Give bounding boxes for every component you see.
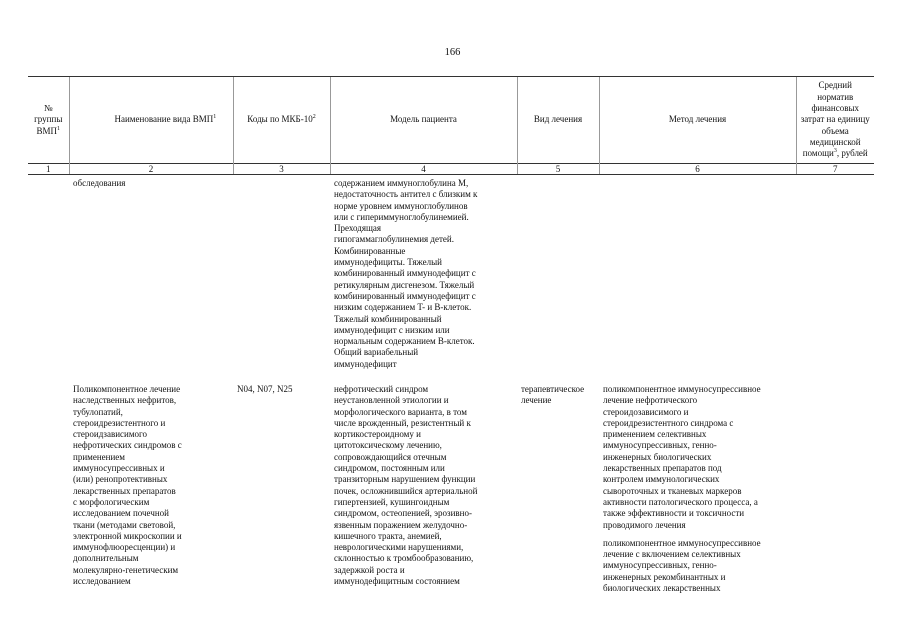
- column-number: 7: [796, 164, 874, 175]
- column-number: 3: [233, 164, 330, 175]
- treatment-type-cell: [517, 175, 599, 382]
- column-number-row: [28, 164, 874, 175]
- header-vmp-name: Наименование вида ВМП$^1$: [69, 77, 233, 164]
- group-number-cell: [28, 381, 69, 595]
- vmp-name-cell: обследования: [73, 178, 126, 188]
- table-row: [28, 381, 874, 595]
- icd-codes-cell: [233, 175, 330, 382]
- header-average-cost: Средний норматив финансовых затрат на единицу объема медицинской помощи$^3$, рублей: [796, 77, 874, 164]
- table-row: [28, 175, 874, 382]
- column-number: 6: [599, 164, 796, 175]
- column-number: 1: [28, 164, 69, 175]
- icd-codes-cell: N04, N07, N25: [237, 384, 293, 394]
- table-header-row: [28, 77, 874, 164]
- header-group-number: № группы ВМП$^1$: [28, 77, 69, 164]
- treatment-method-text: поликомпонентное иммуносупрессивное лечение с включением селективных иммуносупрессивных, генно- инженерных рекомбинантных и биологических лекарственных: [603, 537, 761, 594]
- patient-model-cell: нефротический синдром неустановленной этиологии и морфологического варианта, в том числе врожденный, резистентный к кортикостероидному и цитотоксическому лечению, сопровождающийся отечным синдромом, постоянным или транзиторным нарушением функции почек, осложнившийся артериальной гипертензией, кушингоидным синдромом, остеопенией, эрозивно- язвенным поражением желудочно- кишечного тракта, анемией, неврологическими нарушениями, склонностью к тромбообразованию, задержкой роста и иммунодефицитным состоянием: [334, 384, 478, 587]
- vmp-name-cell: Поликомпонентное лечение наследственных нефритов, тубулопатий, стероидрезистентного и стероидзависимого нефротических синдромов с применением иммуносупрессивных и (или) ренопротективных лекарственных препаратов с морфологическим исследованием почечной ткани (методами световой, электронной микроскопии и иммунофлюоресценции) и дополнительным молекулярно-генетическим исследованием: [73, 384, 182, 587]
- column-number: 2: [69, 164, 233, 175]
- average-cost-cell: [796, 175, 874, 382]
- header-treatment-method: Метод лечения: [599, 77, 796, 164]
- header-icd-codes: Коды по МКБ-$10^2$: [233, 77, 330, 164]
- group-number-cell: [28, 175, 69, 382]
- page-number: 166: [444, 47, 461, 58]
- column-number: 4: [330, 164, 517, 175]
- treatment-method-cell: [599, 381, 796, 595]
- patient-model-cell: содержанием иммуноглобулина M, недостаточность антител с близким к норме уровнем иммуноглобулинов или с гипериммуноглобулинемией. Преходящая гипогаммаглобулинемия детей. Комбинированные иммунодефициты. Тяжелый комбинированный иммунодефицит с ретикулярным дисгенезом. Тяжелый комбинированный иммунодефицит с низким содержанием T- и B-клеток. Тяжелый комбинированный иммунодефицит с низким или нормальным содержанием B-клеток. Общий вариабельный иммунодефицит: [334, 178, 478, 369]
- treatment-method-text: поликомпонентное иммуносупрессивное лечение нефротического стероидозависимого и стероидрезистентного синдрома с применением селективных иммуносупрессивных, генно- инженерных биологических лекарственных препаратов под контролем иммунологических сывороточных и тканевых маркеров активности патологического процесса, а также эффективности и токсичности проводимого лечения: [603, 384, 761, 530]
- average-cost-cell: [796, 381, 874, 595]
- treatment-method-cell: [599, 175, 796, 382]
- header-patient-model: Модель пациента: [330, 77, 517, 164]
- header-treatment-type: Вид лечения: [517, 77, 599, 164]
- treatment-type-cell: терапевтическое лечение: [521, 384, 585, 406]
- column-number: 5: [517, 164, 599, 175]
- vmp-table: [28, 76, 874, 595]
